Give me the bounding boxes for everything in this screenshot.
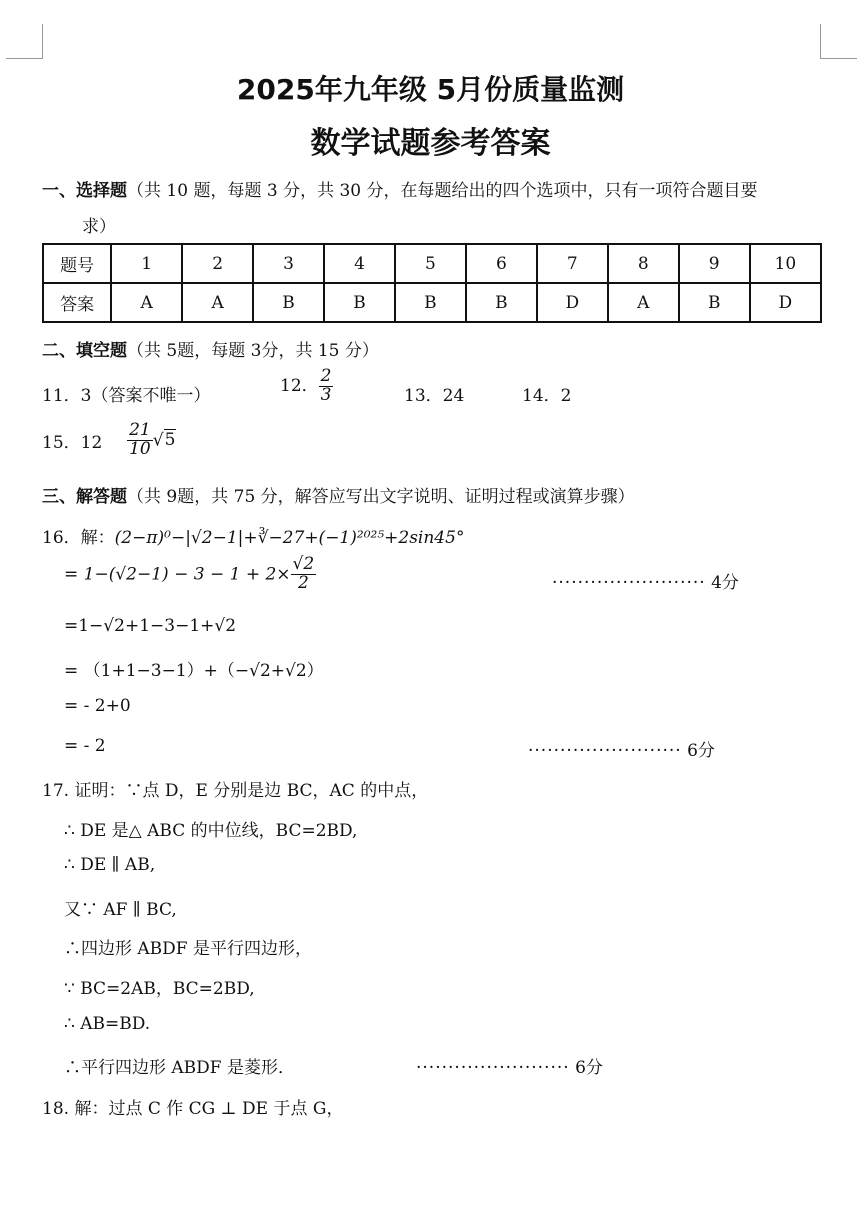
table-cell: 6: [466, 244, 537, 283]
corner-mark-top-right: [820, 24, 857, 59]
table-cell: A: [608, 283, 679, 322]
table-row-answers: [43, 283, 821, 322]
table-cell: B: [679, 283, 750, 322]
q16-score2: [528, 736, 715, 761]
table-row-numbers: [43, 244, 821, 283]
table-cell: 7: [537, 244, 608, 283]
section3-desc: （共 9题，共 75 分，解答应写出文字说明、证明过程或演算步骤）: [127, 487, 635, 507]
q17-line2: ∴ DE 是△ ABC 的中位线，BC=2BD,: [64, 821, 358, 841]
answer-q15: [42, 422, 176, 459]
table-cell: 4: [324, 244, 395, 283]
q16-label: 16．解：: [42, 528, 115, 548]
section2-title: 二、填空题: [42, 341, 127, 361]
q16-problem: [42, 523, 464, 548]
section3-heading: [42, 482, 635, 507]
corner-mark-top-left: [6, 24, 43, 59]
section1-desc-cont: 求）: [82, 217, 116, 237]
section2-heading: [42, 336, 379, 361]
table-cell: B: [324, 283, 395, 322]
section1-title: 一、选择题: [42, 181, 127, 201]
table-cell: 1: [111, 244, 182, 283]
q17-score: [416, 1053, 603, 1078]
score-dots: ························: [552, 573, 706, 593]
q12-fraction: [319, 368, 334, 405]
table-cell: D: [537, 283, 608, 322]
q12-label: 12．: [280, 375, 319, 396]
document-subtitle: 数学试题参考答案: [310, 126, 551, 161]
q15-sqrt: √5: [152, 430, 176, 451]
q15-label: 15．12: [42, 432, 103, 453]
q16-score1: [552, 568, 739, 593]
table-row-label: 答案: [43, 283, 111, 322]
table-cell: 2: [182, 244, 253, 283]
q17-line7: ∴ AB=BD.: [64, 1014, 151, 1034]
q17-line1: 17. 证明：∵点 D，E 分别是边 BC，AC 的中点，: [42, 781, 429, 801]
q17-line6: ∵ BC=2AB，BC=2BD,: [64, 979, 255, 999]
score-value: 6分: [687, 741, 715, 761]
q16-step1-text: = 1−(√2−1) − 3 − 1 + 2×: [64, 564, 291, 585]
q15-radicand: 5: [164, 430, 176, 451]
q18-line: 18. 解：过点 C 作 CG ⊥ DE 于点 G，: [42, 1099, 344, 1119]
q16-step3: = （1+1−3−1）+（−√2+√2）: [64, 661, 324, 681]
answer-q12: [280, 368, 333, 405]
table-cell: B: [253, 283, 324, 322]
section1-desc: （共 10 题，每题 3 分，共 30 分，在每题给出的四个选项中，只有一项符合题目要: [127, 181, 758, 201]
answer-q14: 14．2: [522, 386, 572, 406]
table-cell: 9: [679, 244, 750, 283]
table-cell: 8: [608, 244, 679, 283]
table-cell: 3: [253, 244, 324, 283]
q17-line4: 又∵ AF ∥ BC,: [64, 900, 177, 920]
answer-table: [42, 243, 822, 323]
q16-step1-fraction: [291, 556, 317, 593]
score-dots: ························: [416, 1058, 570, 1078]
q12-numerator: 2: [320, 366, 332, 386]
section2-desc: （共 5题，每题 3分，共 15 分）: [127, 341, 379, 361]
q15-fraction: [127, 422, 153, 459]
score-value: 6分: [575, 1058, 603, 1078]
q16-step1: [64, 556, 316, 593]
section3-title: 三、解答题: [42, 487, 127, 507]
answer-q11: 11．3（答案不唯一）: [42, 386, 211, 406]
document-title: 2025年九年级 5月份质量监测: [236, 73, 625, 106]
q16-step1-denominator: 2: [297, 572, 309, 593]
q17-line8: ∴平行四边形 ABDF 是菱形．: [64, 1058, 296, 1078]
q12-denominator: 3: [320, 384, 332, 405]
table-cell: 10: [750, 244, 821, 283]
q15-numerator: 21: [129, 420, 151, 440]
table-cell: D: [750, 283, 821, 322]
table-cell: A: [182, 283, 253, 322]
q16-step5: = - 2: [64, 736, 106, 756]
q16-expression: (2−π)⁰−|√2−1|+∛−27+(−1)²⁰²⁵+2sin45°: [114, 528, 465, 548]
q16-step1-numerator: √2: [292, 554, 315, 574]
table-row-label: 题号: [43, 244, 111, 283]
q17-line5: ∴四边形 ABDF 是平行四边形，: [64, 939, 313, 959]
q16-step4: = - 2+0: [64, 696, 131, 716]
q16-step2: =1−√2+1−3−1+√2: [64, 616, 237, 636]
table-cell: A: [111, 283, 182, 322]
table-cell: B: [395, 283, 466, 322]
score-value: 4分: [711, 573, 739, 593]
table-cell: 5: [395, 244, 466, 283]
answer-q13: 13．24: [404, 386, 465, 406]
score-dots: ························: [528, 741, 682, 761]
q15-denominator: 10: [129, 438, 151, 459]
section1-heading: [42, 176, 758, 201]
table-cell: B: [466, 283, 537, 322]
q17-line3: ∴ DE ∥ AB,: [64, 855, 156, 875]
